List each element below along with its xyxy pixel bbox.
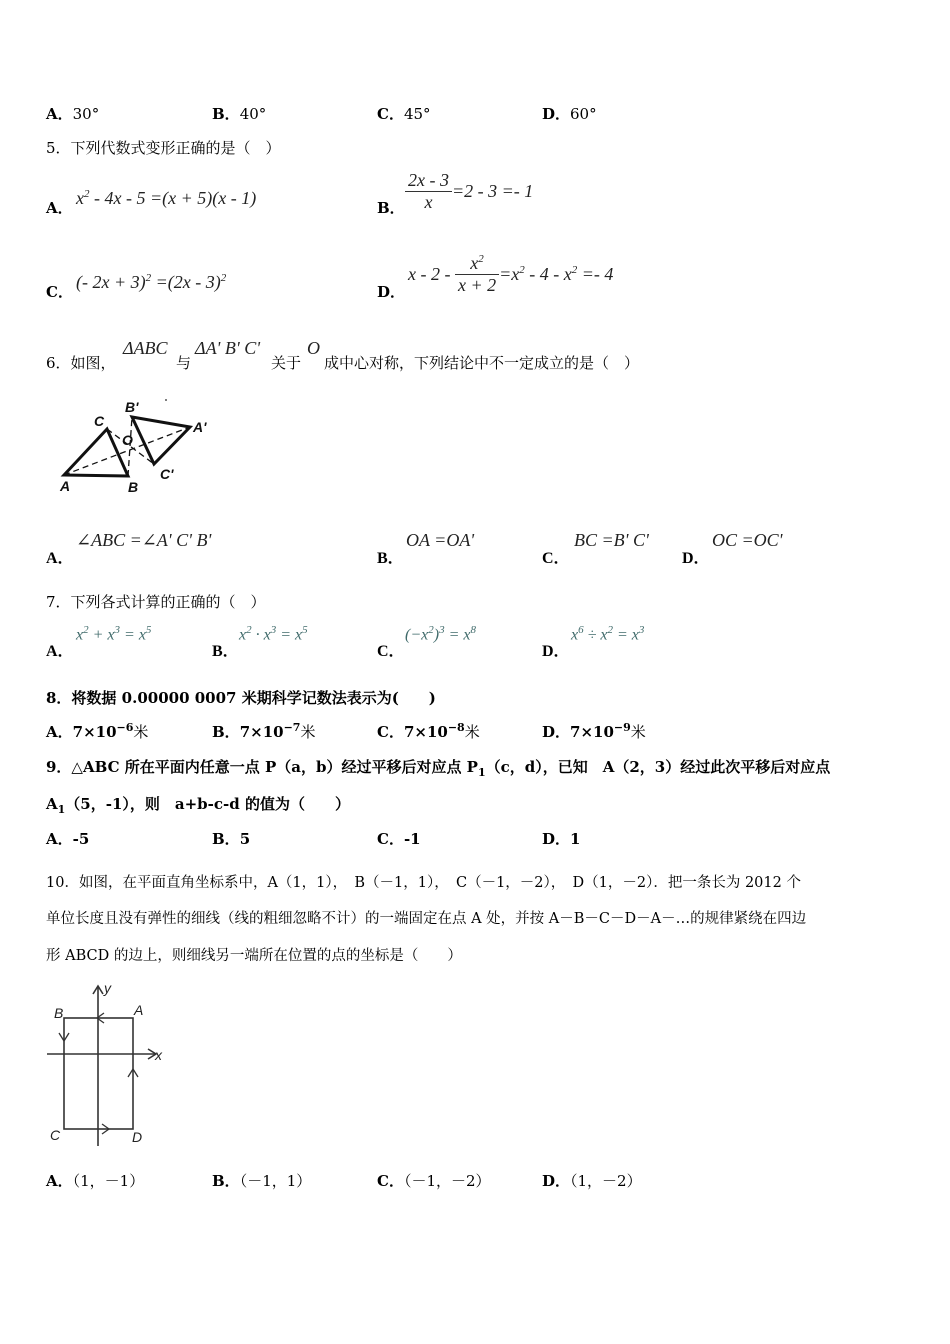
q9-stem-line1: 9．△ABC 所在平面内任意一点 P（a，b）经过平移后对应点 $P_1(c$，d），已知 A（2，3）经过此次平移后对应点 xyxy=(46,758,831,779)
q10-stem-line1: 10．如图，在平面直角坐标系中，A（1，1）， B（－1，1）， C（－1，－2）， D（1，－2）．把一条长为 2012 个 xyxy=(46,875,801,891)
q7-d-expression: $x^6 \div x^2 = x^3$ xyxy=(571,624,645,644)
q4-option-c[interactable] xyxy=(377,103,431,124)
q6-stem-pre: 6．如图， xyxy=(46,354,116,372)
q10-option-c[interactable]: C．（－1，－2） xyxy=(377,1172,491,1190)
q6-b-expression: OA =OA' xyxy=(406,530,475,550)
q6-math-abc: ΔABC xyxy=(123,338,168,358)
q10-figure xyxy=(44,980,169,1150)
q7-option-d[interactable]: D． xyxy=(542,643,570,660)
q6-math-a1b1c1: ΔA' B' C' xyxy=(195,338,261,358)
q4-option-a[interactable] xyxy=(46,103,99,124)
q10-option-b[interactable]: B．（－1，1） xyxy=(212,1172,312,1190)
option-text: 60° xyxy=(570,105,597,123)
q10-option-d[interactable]: D．（1，－2） xyxy=(542,1172,642,1190)
triangle-abc xyxy=(64,429,128,476)
q5-b-expression: $\frac{2x - 3}{x}$ =2 - 3 =- 1 xyxy=(405,170,533,213)
q5-a-expression: $x^2 - 4x - 5 =(x + 5)(x - 1)$ xyxy=(76,188,257,208)
q6-math-o: O xyxy=(307,338,320,358)
q9-option-d[interactable]: D．1 xyxy=(542,830,581,848)
q8-stem: 8．将数据 0.00000 0007 米期科学记数法表示为( ) xyxy=(46,689,436,707)
triangle-a1b1c1 xyxy=(132,417,190,464)
figure-label-a: A xyxy=(60,478,71,494)
option-label: A． xyxy=(46,199,73,217)
option-label: B． xyxy=(377,199,405,217)
q9-stem-line2: $A_1(5$，-1），则 a+b-c-d 的值为（ ） xyxy=(46,795,350,816)
figure-label-x: x xyxy=(155,1047,162,1063)
option-text: 45° xyxy=(403,105,431,123)
figure-label-y: y xyxy=(104,980,111,996)
q8-option-d[interactable]: D．$7\times 10^{-9}$米 xyxy=(542,721,646,741)
figure-label-d: D xyxy=(132,1129,143,1145)
figure-label-a: A xyxy=(134,1002,144,1018)
q7-c-expression: $(-x^2)^3 = x^8$ xyxy=(405,624,476,644)
option-label: A． xyxy=(46,105,73,123)
figure-label-c: C xyxy=(94,413,105,429)
figure-label-b: B xyxy=(128,479,139,495)
q5-option-d[interactable] xyxy=(377,281,405,302)
q7-a-expression: $x^2 + x^3 = x^5$ xyxy=(76,624,152,644)
q10-stem-line2: 单位长度且没有弹性的细线（线的粗细忽略不计）的一端固定在点 A 处，并按 A－B－C－D－A－…的规律紧绕在四边 xyxy=(46,911,807,927)
q6-c-expression: BC =B' C' xyxy=(574,530,649,550)
q6-option-a[interactable]: A． xyxy=(46,550,74,567)
q7-b-expression: $x^2 \cdot x^3 = x^5$ xyxy=(239,624,308,644)
option-label: D． xyxy=(377,283,406,301)
q9-option-c[interactable]: C．-1 xyxy=(377,830,421,848)
figure-label-b1: B' xyxy=(125,399,139,415)
q5-option-c[interactable] xyxy=(46,281,73,302)
option-text: 40° xyxy=(239,105,267,123)
q6-stem-mid1: 与 xyxy=(176,354,192,372)
q10-stem-line3: 形 ABCD 的边上，则细线另一端所在位置的点的坐标是（ ） xyxy=(46,948,462,964)
q8-option-a[interactable]: A．$7\times 10^{-6}$米 xyxy=(46,721,149,741)
q6-figure xyxy=(50,392,220,497)
q6-option-d[interactable]: D． xyxy=(682,550,710,567)
q9-option-b[interactable]: B．5 xyxy=(212,830,251,848)
figure-label-o: O xyxy=(122,432,133,448)
q5-d-expression: x - 2 - $\frac{x^2}{x + 2}$ $=x^2 - 4 - x^2 =- 4$ xyxy=(408,253,614,295)
q4-option-d[interactable] xyxy=(542,103,597,124)
q5-stem: 5．下列代数式变形正确的是（ ） xyxy=(46,139,281,157)
stray-dot xyxy=(165,399,167,401)
q10-option-a[interactable]: A．（1，－1） xyxy=(46,1172,145,1190)
option-label: C． xyxy=(46,283,73,301)
option-text: 30° xyxy=(72,105,100,123)
q7-option-b[interactable]: B． xyxy=(212,643,239,660)
figure-label-c: C xyxy=(50,1127,61,1143)
q8-option-c[interactable]: C．$7\times 10^{-8}$米 xyxy=(377,721,480,741)
q6-d-expression: OC =OC' xyxy=(712,530,783,550)
q6-stem-mid2: 关于 xyxy=(271,354,302,372)
option-label: B． xyxy=(212,105,240,123)
q6-stem-post: 成中心对称，下列结论中不一定成立的是（ ） xyxy=(324,354,640,372)
option-label: C． xyxy=(377,105,404,123)
q5-option-a[interactable] xyxy=(46,197,73,218)
figure-label-c1: C' xyxy=(160,466,174,482)
figure-label-b: B xyxy=(54,1005,64,1021)
q8-option-b[interactable]: B．$7\times 10^{-7}$米 xyxy=(212,721,316,741)
q7-option-a[interactable]: A． xyxy=(46,643,74,660)
q6-option-b[interactable]: B． xyxy=(377,550,404,567)
option-label: D． xyxy=(542,105,571,123)
q4-option-b[interactable] xyxy=(212,103,266,124)
figure-label-a1: A' xyxy=(193,419,207,435)
q7-option-c[interactable]: C． xyxy=(377,643,405,660)
q7-stem: 7．下列各式计算的正确的（ ） xyxy=(46,593,266,611)
q9-option-a[interactable]: A．-5 xyxy=(46,830,90,848)
q6-option-c[interactable]: C． xyxy=(542,550,570,567)
q5-option-b[interactable] xyxy=(377,197,405,218)
q6-a-expression: ∠ABC =∠A' C' B' xyxy=(76,530,212,550)
q5-c-expression: (- 2x + 3)$^2$ =(2x - 3)$^2$ xyxy=(76,272,227,292)
